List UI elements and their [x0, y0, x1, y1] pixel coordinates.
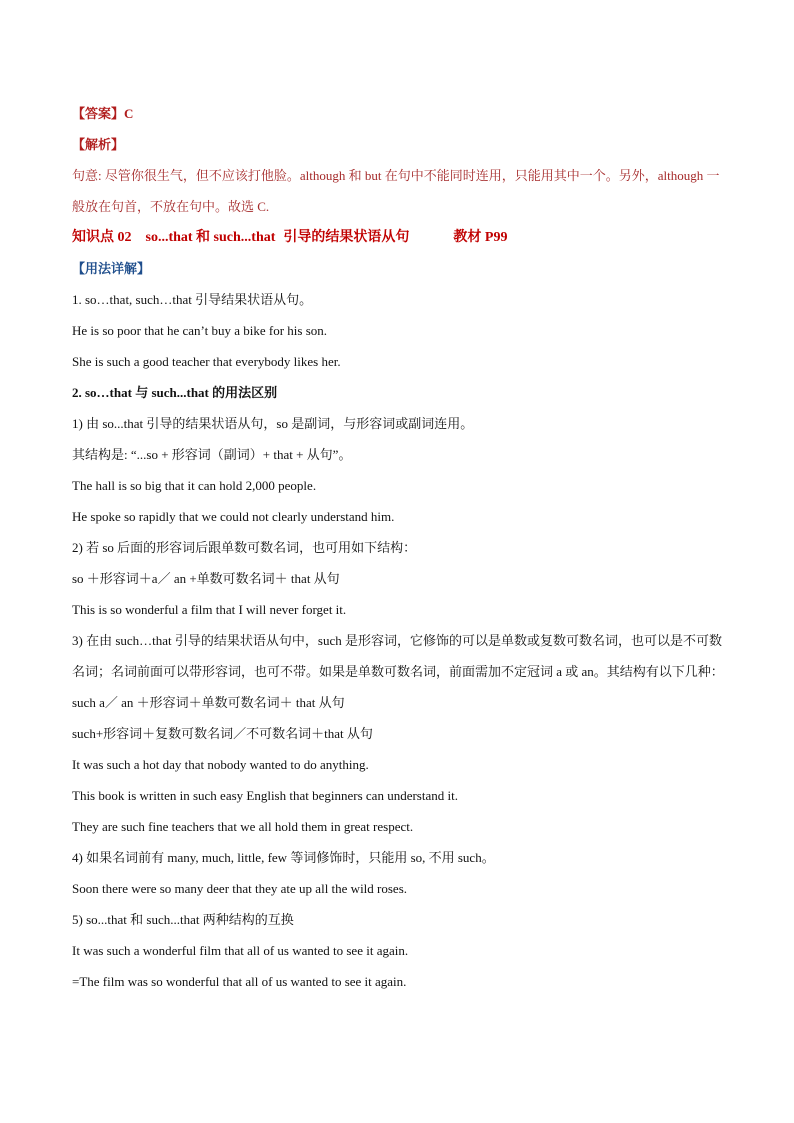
example-line: The hall is so big that it can hold 2,000 people.	[72, 478, 317, 493]
structure-line: such a／ an ＋形容词＋单数可数名词＋ that 从句	[72, 695, 345, 710]
example-line: This is so wonderful a film that I will never forget it.	[72, 602, 347, 617]
answer-line: 【答案】C	[72, 106, 134, 121]
example-line: They are such fine teachers that we all hold them in great respect.	[72, 819, 414, 834]
knowledge-point-title: so...that 和 such...that	[145, 230, 276, 245]
section-heading: 2. so…that 与 such...that 的用法区别	[72, 385, 278, 400]
knowledge-point-ref: 教材 P99	[453, 230, 508, 245]
knowledge-point-desc: 引导的结果状语从句	[283, 230, 410, 245]
analysis-text: 句意: 尽管你很生气，但不应该打他脸。although 和 but 在句中不能同时连用，只能用其中一个。另外，although 一般放在句首，不放在句中。故选 C.	[72, 168, 720, 214]
text-line: 1) 由 so...that 引导的结果状语从句，so 是副词，与形容词或副词连用。	[72, 416, 474, 431]
example-line: He spoke so rapidly that we could not clearly understand him.	[72, 509, 395, 524]
text-paragraph: 3) 在由 such…that 引导的结果状语从句中，such 是形容词，它修饰的可以是单数或复数可数名词，也可以是不可数名词；名词前面可以带形容词，也可不带。如果是单数可数名词，前面需加不定冠词 a 或 an。其结构有以下几种：	[72, 633, 724, 679]
example-line: This book is written in such easy English that beginners can understand it.	[72, 788, 458, 803]
example-line: Soon there were so many deer that they ate up all the wild roses.	[72, 881, 408, 896]
example-line: It was such a hot day that nobody wanted to do anything.	[72, 757, 369, 772]
structure-line: 其结构是: “...so + 形容词（副词）+ that + 从句”。	[72, 447, 352, 462]
structure-line: such+形容词＋复数可数名词／不可数名词＋that 从句	[72, 726, 373, 741]
example-line: He is so poor that he can’t buy a bike for his son.	[72, 323, 328, 338]
structure-line: so ＋形容词＋a／ an +单数可数名词＋ that 从句	[72, 571, 340, 586]
example-line: She is such a good teacher that everybody likes her.	[72, 354, 341, 369]
document-page	[72, 98, 732, 997]
text-line: 2) 若 so 后面的形容词后跟单数可数名词，也可用如下结构：	[72, 540, 417, 555]
usage-label: 【用法详解】	[72, 261, 151, 276]
text-line: 5) so...that 和 such...that 两种结构的互换	[72, 912, 294, 927]
analysis-label: 【解析】	[72, 137, 125, 152]
knowledge-point-number: 知识点 02	[72, 230, 132, 245]
text-line: 1. so…that, such…that 引导结果状语从句。	[72, 292, 313, 307]
example-line: =The film was so wonderful that all of us wanted to see it again.	[72, 974, 407, 989]
text-line: 4) 如果名词前有 many, much, little, few 等词修饰时，只能用 so, 不用 such。	[72, 850, 495, 865]
example-line: It was such a wonderful film that all of us wanted to see it again.	[72, 943, 409, 958]
knowledge-point-heading	[72, 222, 732, 253]
